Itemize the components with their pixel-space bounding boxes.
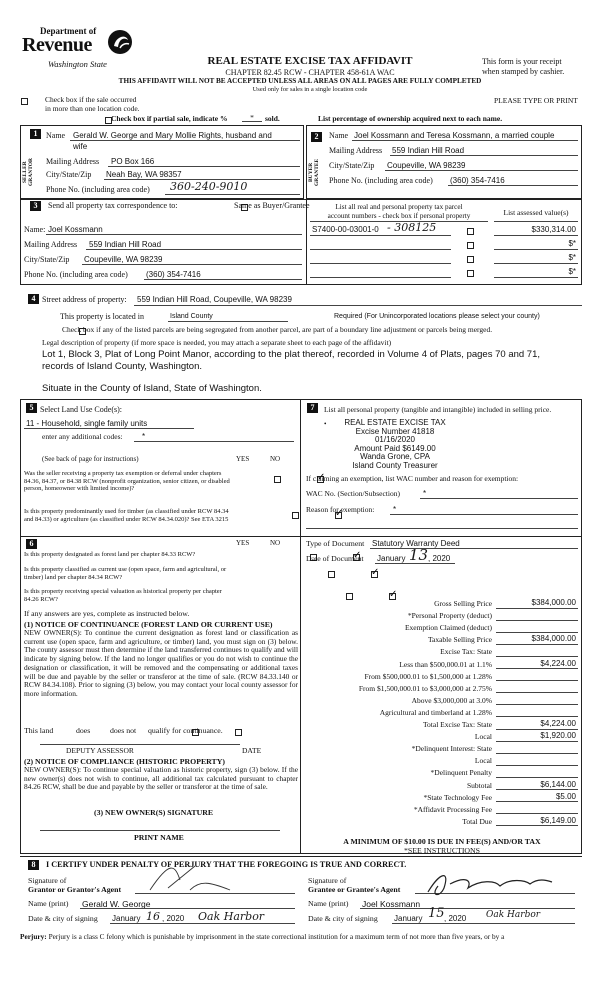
tax-row [302, 670, 582, 682]
minimum-note: A MINIMUM OF $10.00 IS DUE IN FEE(S) AND/OR TAX [343, 837, 541, 846]
parcel-account-handwritten: - 308125 [387, 221, 437, 234]
buyer-name-value[interactable]: Joel Kossmann and Teresa Kossmann, a married couple [354, 131, 555, 140]
stamp-line: Island County Treasurer [352, 460, 438, 470]
grantor-signature-scribble-icon [140, 860, 240, 896]
seller-address-line [108, 166, 300, 167]
personal-property-checkbox[interactable] [467, 256, 474, 263]
buyer-address-label: Mailing Address [329, 146, 383, 155]
exemption-yes-checkbox[interactable] [274, 476, 281, 483]
section-4-number: 4 [28, 294, 39, 304]
buyer-name-label: Name [329, 131, 349, 140]
this-land-label: This land [24, 726, 54, 735]
corr-city-label: City/State/Zip [24, 255, 70, 264]
perjury-title: Perjury: [20, 932, 47, 941]
seller-name-line [70, 140, 300, 141]
assessed-value[interactable]: $330,314.00 [531, 225, 576, 234]
grantor-name-line [80, 908, 295, 909]
doc-date-line [375, 563, 455, 564]
parcel-account[interactable]: S7400-00-03001-0 [312, 225, 379, 234]
exemption-note: If claiming an exemption, list WAC number and reason for exemption: [306, 474, 519, 483]
tax-row [302, 706, 582, 718]
s6-no-header: NO [270, 539, 281, 547]
parcel-row [309, 223, 581, 237]
tax-row [302, 779, 582, 791]
assessed-line [494, 263, 578, 264]
if-yes-text: If any answers are yes, complete as instructed below. [24, 609, 190, 618]
corr-address-value[interactable]: 559 Indian Hill Road [89, 240, 162, 249]
located-in-line [168, 321, 288, 322]
additional-codes-label: enter any additional codes: [42, 432, 123, 441]
grantee-name-line [360, 908, 575, 909]
tax-row-label: Less than $500,000.01 at 1.1% [399, 659, 492, 669]
seller-name-label: Name [46, 131, 66, 140]
section-3-divider [306, 199, 307, 285]
warning-text: THIS AFFIDAVIT WILL NOT BE ACCEPTED UNLESS ALL AREAS ON ALL PAGES ARE FULLY COMPLETED [118, 77, 482, 85]
grantee-name-value[interactable]: Joel Kossmann [362, 899, 421, 909]
wac-value[interactable]: * [423, 489, 427, 498]
perjury-text: Perjury is a class C felony which is punishable by imprisonment in the state correctional institution for a maximum term of not more than five years, or by a [48, 932, 505, 941]
receipt-line-2: when stamped by cashier. [482, 67, 565, 76]
certify-rule [20, 856, 582, 857]
does-label: does [76, 726, 91, 735]
grantee-date-line [392, 923, 575, 924]
stamp-line: REAL ESTATE EXCISE TAX [344, 418, 446, 427]
section-8-number: 8 [28, 860, 39, 870]
tax-row-label: Exemption Claimed (deduct) [404, 623, 492, 633]
parcel-header-1: List all real and personal property tax parcel [335, 203, 463, 211]
exemption-question: Was the seller receiving a property tax exemption or deferral under chapters 84.36, 84.37, or 84.38 RCW (nonprofit organization, senior citizen, or disabled person, homeowner with limited income)? [24, 470, 230, 493]
assessed-header-line [494, 221, 578, 222]
no-header: NO [270, 455, 281, 463]
parcel-account-line [310, 277, 451, 278]
doc-date-year[interactable]: , 2020 [428, 554, 451, 563]
parcel-row [309, 237, 581, 251]
please-type-text: PLEASE TYPE OR PRINT [494, 96, 578, 105]
corr-phone-value[interactable]: (360) 354-7416 [146, 270, 201, 279]
new-owner-signature-label: (3) NEW OWNER(S) SIGNATURE [94, 808, 214, 817]
doc-type-label: Type of Document [306, 539, 365, 548]
see-instructions: *SEE INSTRUCTIONS [403, 846, 481, 855]
tax-row-line [496, 825, 578, 826]
assessed-value[interactable]: $* [568, 267, 576, 276]
tax-row-value[interactable]: $4,224.00 [540, 719, 576, 728]
grantor-name-value[interactable]: Gerald W. George [82, 899, 151, 909]
tax-row-label: Above $3,000,000 at 3.0% [411, 695, 492, 705]
grantor-sig-label: Signature of [28, 876, 67, 885]
buyer-address-line [390, 155, 578, 156]
additional-codes-line [134, 441, 294, 442]
tax-row-label: From $500,000.01 to $1,500,000 at 1.28% [364, 671, 492, 681]
tax-row-value[interactable]: $384,000.00 [531, 634, 576, 644]
buyer-name-line [352, 140, 578, 141]
single-location-text: Used only for sales in a single location code [252, 86, 368, 93]
parcel-header-2: account numbers - check box if personal property [327, 212, 471, 220]
section-1-number: 1 [30, 129, 41, 139]
assessed-value[interactable]: $* [568, 253, 576, 262]
corr-address-label: Mailing Address [24, 240, 78, 249]
deputy-date-label: DATE [242, 746, 262, 755]
deputy-assessor-line [40, 744, 240, 745]
tax-row-label: Agricultural and timberland at 1.28% [379, 707, 492, 717]
notice-compliance-title: (2) NOTICE OF COMPLIANCE (HISTORIC PROPERTY) [24, 757, 225, 766]
washington-state-text: Washington State [48, 59, 107, 69]
tax-row-label: *Affidavit Processing Fee [413, 804, 492, 814]
tax-row [302, 754, 582, 766]
excise-stamp [330, 419, 460, 471]
grantor-date-line [110, 923, 295, 924]
print-name-line [40, 830, 280, 831]
tax-row [302, 815, 582, 827]
does-not-checkbox[interactable] [235, 729, 242, 736]
tax-row [302, 682, 582, 694]
assessed-line [494, 277, 578, 278]
does-not-label: does not [110, 726, 137, 735]
doc-date-day[interactable]: 13 [409, 546, 429, 564]
certify-text: I CERTIFY UNDER PENALTY OF PERJURY THAT THE FOREGOING IS TRUE AND CORRECT. [46, 860, 407, 869]
grantor-city[interactable]: Oak Harbor [198, 910, 265, 923]
corr-name-line [46, 234, 302, 235]
reason-line-2 [306, 528, 578, 529]
parcel-account-line [310, 235, 451, 236]
timber-question: Is this property predominantly used for timber (as classified under RCW 84.34 and 84.33) or agriculture (as classified under RCW 84.34.020)? See ETA 3215 [24, 508, 229, 523]
seller-phone-value[interactable]: 360-240-9010 [170, 180, 248, 193]
buyer-phone-value[interactable]: (360) 354-7416 [450, 176, 505, 185]
tax-row [302, 742, 582, 754]
seller-address-label: Mailing Address [46, 157, 100, 166]
tax-row-label: Subtotal [466, 780, 492, 790]
land-use-code-value[interactable]: 11 - Household, single family units [26, 419, 148, 428]
section-3-number: 3 [30, 201, 41, 211]
form-title: REAL ESTATE EXCISE TAX AFFIDAVIT [207, 55, 413, 67]
tax-row-value[interactable]: $4,224.00 [540, 658, 576, 668]
tax-row-value[interactable]: $1,920.00 [540, 731, 576, 741]
current-use-yes-checkbox[interactable] [328, 571, 335, 578]
stamp-line: Amount Paid $6149.00 [354, 443, 436, 453]
street-address-label: Street address of property: [42, 295, 127, 304]
doc-type-line [370, 548, 578, 549]
current-use-no-checkbox[interactable] [371, 571, 378, 578]
tax-row [302, 658, 582, 670]
partial-sale-percent[interactable]: * [242, 113, 262, 122]
tax-row-label: Taxable Selling Price [427, 635, 492, 645]
revenue-text: Revenue [22, 34, 92, 56]
stamp-line: 01/16/2020 [374, 435, 416, 445]
tax-row [302, 730, 582, 742]
land-use-code-line [24, 428, 194, 429]
tax-row [302, 766, 582, 778]
tax-row-label: *Personal Property (deduct) [407, 611, 492, 621]
stamp-line: Wanda Grone, CPA [360, 452, 430, 462]
tax-row [302, 791, 582, 803]
stamp-line: Excise Number 41818 [355, 426, 435, 436]
doc-date-label: Date of Document [306, 554, 364, 563]
personal-property-checkbox[interactable] [467, 270, 474, 277]
ownership-note: List percentage of ownership acquired next to each name. [318, 114, 503, 123]
reason-label: Reason for exemption: [306, 505, 375, 514]
tax-row-label: Excise Tax: State [440, 647, 492, 657]
situate-text[interactable]: Situate in the County of Island, State of Washington. [42, 383, 262, 394]
grantor-name-label: Name (print) [28, 899, 69, 908]
doc-date-month[interactable]: January [377, 554, 406, 563]
tax-row [302, 718, 582, 730]
wac-label: WAC No. (Section/Subsection) [306, 489, 400, 498]
land-use-label: Select Land Use Code(s): [40, 405, 122, 414]
buyer-city-line [385, 170, 578, 171]
dor-swirl-icon [106, 28, 134, 56]
timber-yes-checkbox[interactable] [292, 512, 299, 519]
doc-type-value[interactable]: Statutory Warranty Deed [372, 539, 460, 548]
section-7-number: 7 [307, 403, 318, 413]
qualify-label: qualify for continuance. [148, 726, 223, 735]
seller-side-label: SELLER GRANTOR [22, 158, 34, 187]
notice-continuance-body: NEW OWNER(S): To continue the current designation as forest land or classification as current use (open space, farm and agriculture, or timber) land, you must sign on (3) below. The county assessor must then determine if the land transferred continues to qualify and will indicate by signing below. If the land no longer qualifies or you do not wish to continue the designation or classification, it will be removed and the compensating or additional taxes will be due and payable by the seller or transferor at the time of sale. (RCW 84.33.140 or RCW 84.34.108). Prior to signing (3) below, you may contact your local county assessor for more information. [24, 628, 298, 698]
buyer-city-value[interactable]: Coupeville, WA 98239 [387, 161, 466, 170]
corr-name-value[interactable]: Joel Kossmann [48, 225, 103, 234]
grantee-sig-label: Signature of [308, 876, 347, 885]
legal-description-line-2[interactable]: records of Island County, Washington. [42, 361, 202, 372]
seller-address-value[interactable]: PO Box 166 [111, 157, 155, 166]
wac-line [420, 498, 578, 499]
sold-text: sold. [265, 114, 280, 123]
buyer-side-label: BUYER GRANTEE [308, 158, 320, 186]
seller-name-value[interactable]: Gerald W. George and Mary Mollie Rights, husband and [73, 131, 272, 140]
tax-row [302, 621, 582, 633]
grantee-name-label: Name (print) [308, 899, 349, 908]
corr-phone-label: Phone No. (including area code) [24, 270, 128, 279]
parcel-row [309, 251, 581, 265]
partial-sale-label: Check box if partial sale, indicate % [111, 114, 228, 123]
print-name-label: PRINT NAME [134, 833, 184, 842]
tax-row [302, 645, 582, 657]
seller-name-value-2[interactable]: wife [73, 142, 88, 151]
personal-property-label: List all personal property (tangible and intangible) included in selling price. [324, 405, 552, 414]
grantor-sig-label-2: Grantor or Grantor's Agent [28, 885, 122, 894]
tax-row [302, 694, 582, 706]
chapter-text: CHAPTER 82.45 RCW - CHAPTER 458-61A WAC [225, 68, 395, 77]
corr-address-line [86, 249, 302, 250]
notice-continuance-title: (1) NOTICE OF CONTINUANCE (FOREST LAND OR CURRENT USE) [24, 620, 273, 629]
reason-line [390, 514, 578, 515]
grantee-date-day[interactable]: 15 [428, 906, 445, 921]
section-5-number: 5 [26, 403, 37, 413]
tax-row [302, 633, 582, 645]
tax-row-value[interactable]: $384,000.00 [531, 598, 576, 607]
forest-land-question: Is this property designated as forest land per chapter 84.33 RCW? [24, 551, 196, 558]
street-address-line [134, 305, 582, 306]
multi-location-label-2: in more than one location code. [45, 104, 140, 113]
historic-question: Is this property receiving special valuation as historical property per chapter 84.26 RCW? [24, 588, 222, 603]
tax-calculation [302, 597, 582, 857]
segregated-label: Check box if any of the listed parcels are being segregated from another parcel, are part of a boundary line adjustment or parcels being merged. [62, 325, 493, 334]
grantee-date-month[interactable]: January [394, 914, 423, 923]
perjury-note [20, 932, 585, 941]
tax-row [302, 803, 582, 815]
dept-of-text: Department of [40, 26, 97, 36]
parcel-row [309, 265, 581, 279]
assessed-line [494, 235, 578, 236]
same-as-buyer-label: Same as Buyer/Grantee [234, 201, 310, 210]
deputy-assessor-label: DEPUTY ASSESSOR [66, 746, 134, 755]
tax-row-value[interactable]: $5.00 [555, 791, 576, 801]
multi-location-checkbox[interactable] [21, 98, 28, 105]
section-2-number: 2 [311, 132, 322, 142]
s6-yes-header: YES [236, 539, 250, 547]
tax-row-label: Local [474, 756, 492, 766]
assessed-value[interactable]: $* [568, 239, 576, 248]
tax-row-value[interactable]: $6,149.00 [540, 815, 576, 825]
section-6-number: 6 [26, 539, 37, 549]
reason-value[interactable]: * [393, 505, 397, 514]
receipt-line-1: This form is your receipt [482, 57, 562, 66]
yes-header: YES [236, 455, 250, 463]
tax-row-label: *Delinquent Interest: State [411, 744, 492, 754]
assessed-header: List assessed value(s) [503, 208, 569, 217]
buyer-phone-label: Phone No. (including area code) [329, 176, 433, 185]
parcel-account-line [310, 263, 451, 264]
buyer-address-value[interactable]: 559 Indian Hill Road [392, 146, 465, 155]
tax-row-label: *State Technology Fee [423, 792, 492, 802]
required-note: Required (For Unincorporated locations please select your county) [334, 313, 540, 320]
personal-property-checkbox[interactable] [467, 228, 474, 235]
grantee-city[interactable]: Oak Harbor [486, 910, 541, 920]
buyer-phone-line [448, 185, 578, 186]
corr-phone-line [144, 279, 302, 280]
grantee-signature-scribble-icon [420, 866, 560, 900]
tax-row-label: *Delinquent Penalty [430, 768, 492, 778]
stamp-bullet-icon: • [324, 420, 327, 428]
corr-city-line [82, 264, 302, 265]
parcel-account-line [310, 249, 451, 250]
tax-row-value[interactable]: $6,144.00 [540, 779, 576, 789]
corr-city-value[interactable]: Coupeville, WA 98239 [84, 255, 163, 264]
tax-row-label: Gross Selling Price [434, 599, 492, 608]
legal-description-line-1[interactable]: Lot 1, Block 3, Plat of Long Point Manor, according to the plat thereof, recorded in Volume 4 of Plats, pages 70 and 71, [42, 349, 541, 360]
grantor-date-label: Date & city of signing [28, 914, 98, 923]
legal-description-label: Legal description of property (if more space is needed, you may attach a separate sheet to each page of the affidavit) [42, 338, 392, 347]
correspondence-label: Send all property tax correspondence to: [48, 201, 178, 210]
tax-row-label: Local [474, 732, 492, 742]
seller-phone-label: Phone No. (including area code) [46, 185, 150, 194]
located-in-value[interactable]: Island County [170, 313, 213, 320]
grantee-date-year[interactable]: , 2020 [444, 914, 467, 923]
seller-city-value[interactable]: Neah Bay, WA 98357 [106, 170, 182, 179]
grantee-date-label: Date & city of signing [308, 914, 378, 923]
seller-phone-line [165, 194, 300, 195]
seller-city-label: City/State/Zip [46, 170, 92, 179]
street-address-value[interactable]: 559 Indian Hill Road, Coupeville, WA 98239 [137, 295, 292, 304]
tax-row-label: From $1,500,000.01 to $3,000,000 at 2.75% [358, 683, 492, 693]
additional-codes-value[interactable]: * [142, 432, 146, 441]
tax-row-label: Total Excise Tax: State [422, 720, 492, 729]
grantee-sig-label-2: Grantee or Grantee's Agent [308, 885, 401, 894]
multi-location-label-1: Check box if the sale occurred [45, 95, 137, 104]
assessed-line [494, 249, 578, 250]
located-in-label: This property is located in [60, 312, 144, 321]
personal-property-checkbox[interactable] [467, 242, 474, 249]
tax-row [302, 609, 582, 621]
grantor-date-month[interactable]: January [112, 914, 141, 923]
dor-logo [20, 26, 132, 74]
grantor-date-day[interactable]: 16 [146, 910, 160, 923]
notice-compliance-body: NEW OWNER(S): To continue special valuation as historic property, sign (3) below. If the new owner(s) does not wish to continue, all additional tax calculated pursuant to chapter 84.26 RCW, shall be due and payable by the seller or transferor at the time of sale. [24, 765, 298, 792]
tax-row [302, 597, 582, 609]
back-page-note: (See back of page for instructions) [42, 455, 139, 463]
tax-row-label: Total Due [462, 816, 492, 826]
buyer-city-label: City/State/Zip [329, 161, 375, 170]
current-use-question: Is this property classified as current use (open space, farm and agricultural, or timber) land per chapter 84.34 RCW? [24, 566, 227, 581]
grantor-date-year[interactable]: , 2020 [162, 914, 185, 923]
corr-name-label: Name: [24, 225, 46, 234]
